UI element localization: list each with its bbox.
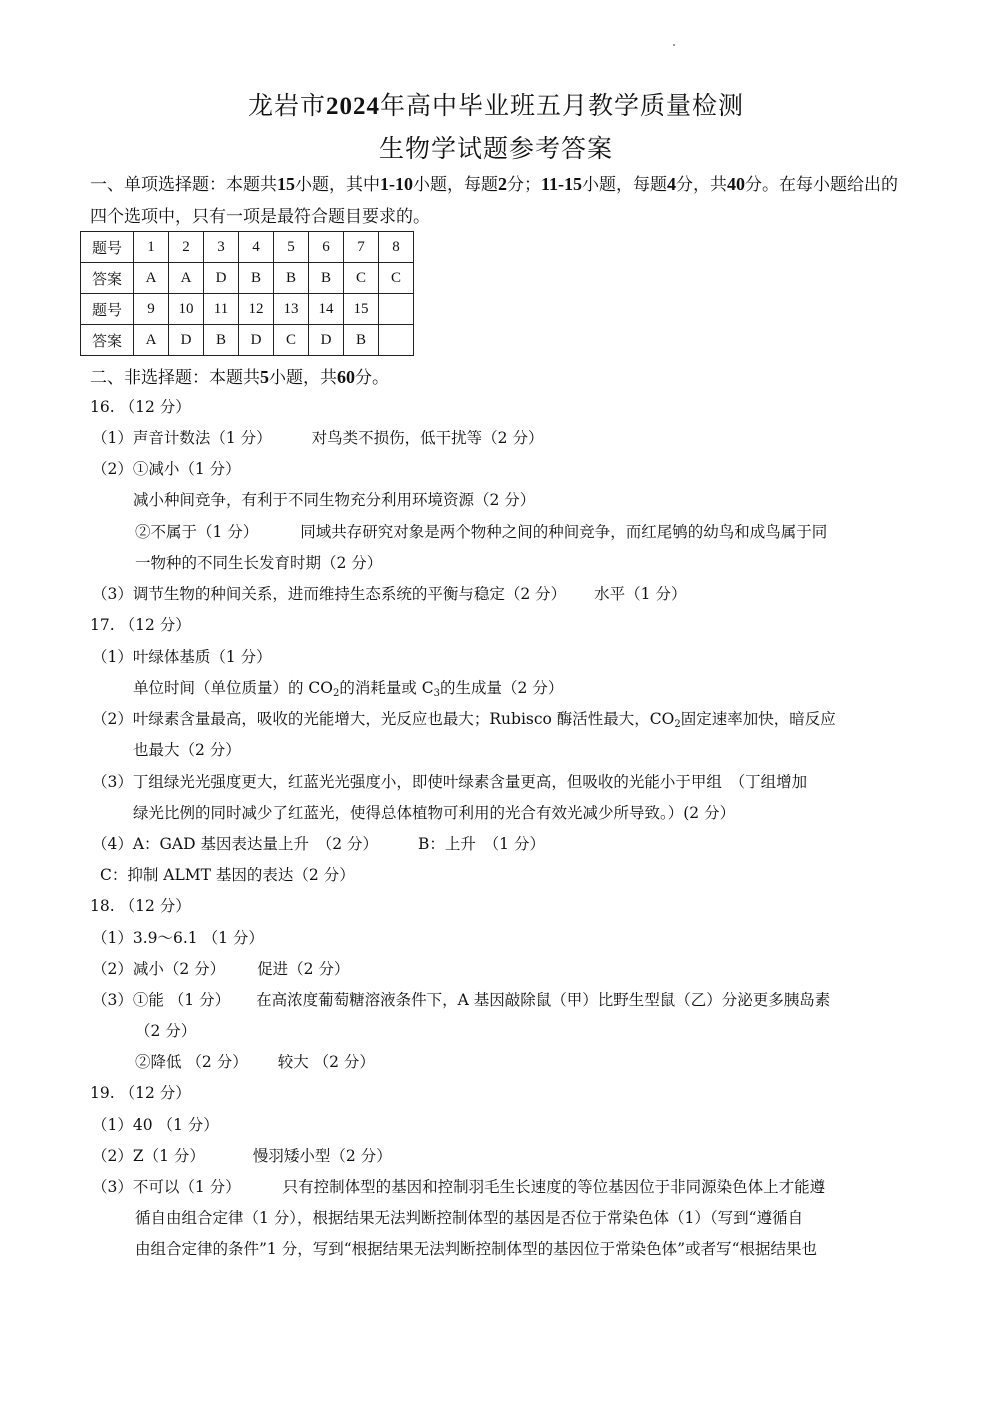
- q17-answer-4: （4）A：GAD 基因表达量上升 （2 分） B：上升 （1 分）: [92, 835, 545, 853]
- table-cell: B: [204, 325, 239, 356]
- q17-answer-3-cont: 绿光比例的同时减少了红蓝光，使得总体植物可利用的光合有效光减少所导致。）(2 分）: [133, 804, 736, 822]
- q19-answer-3-cont-2: 由组合定律的条件”1 分，写到“根据结果无法判断控制体型的基因位于常染色体”或者写“根据结果也: [135, 1240, 817, 1258]
- table-cell: A: [169, 263, 204, 294]
- table-cell: 6: [309, 232, 344, 263]
- table-cell: 9: [134, 294, 169, 325]
- q16-heading: 16. （12 分）: [90, 398, 191, 416]
- table-cell: A: [134, 325, 169, 356]
- scan-speck: [673, 44, 675, 46]
- table-cell: 12: [239, 294, 274, 325]
- table-cell: 14: [309, 294, 344, 325]
- document-title: 龙岩市2024年高中毕业班五月教学质量检测: [247, 91, 745, 120]
- q16-answer-2-part2: ②不属于（1 分） 同域共存研究对象是两个物种之间的种间竞争，而红尾鸲的幼鸟和成鸟属于同: [135, 523, 828, 541]
- q16-answer-1: （1）声音计数法（1 分） 对鸟类不损伤，低干扰等（2 分）: [92, 429, 544, 447]
- q18-heading: 18. （12 分）: [90, 897, 191, 915]
- table-cell: D: [204, 263, 239, 294]
- q17-answer-2: （2）叶绿素含量最高，吸收的光能增大，光反应也最大；Rubisco 酶活性最大，$CO_2$固定速率加快，暗反应: [92, 710, 836, 730]
- q18-answer-1: （1）3.9～6.1 （1 分）: [92, 929, 264, 947]
- q19-answer-1: （1）40 （1 分）: [92, 1116, 219, 1134]
- table-header-cell: 答案: [81, 263, 134, 294]
- table-cell: 2: [169, 232, 204, 263]
- table-header-cell: 题号: [81, 294, 134, 325]
- table-cell: C: [379, 263, 414, 294]
- table-cell: B: [239, 263, 274, 294]
- table-cell: C: [344, 263, 379, 294]
- q18-answer-3: （3）①能 （1 分） 在高浓度葡萄糖溶液条件下，A 基因敲除鼠（甲）比野生型鼠（乙）分泌更多胰岛素: [92, 991, 831, 1009]
- table-cell: 7: [344, 232, 379, 263]
- q17-answer-2-cont: 也最大（2 分）: [133, 741, 241, 759]
- document-subtitle: 生物学试题参考答案: [378, 134, 613, 163]
- q17-heading: 17. （12 分）: [90, 616, 191, 634]
- table-cell: 3: [204, 232, 239, 263]
- table-cell: 8: [379, 232, 414, 263]
- q16-answer-2: （2）①减小（1 分）: [92, 460, 241, 478]
- table-cell: 15: [344, 294, 379, 325]
- q17-answer-4-c: C：抑制 ALMT 基因的表达（2 分）: [100, 866, 355, 884]
- q16-answer-2-detail: 减小种间竞争，有利于不同生物充分利用环境资源（2 分）: [133, 491, 536, 509]
- table-cell: D: [239, 325, 274, 356]
- table-header-cell: 题号: [81, 232, 134, 263]
- table-cell: 4: [239, 232, 274, 263]
- q19-heading: 19. （12 分）: [90, 1084, 191, 1102]
- table-cell: B: [274, 263, 309, 294]
- q16-answer-3: （3）调节生物的种间关系，进而维持生态系统的平衡与稳定（2 分） 水平（1 分）: [92, 585, 687, 603]
- table-cell: 13: [274, 294, 309, 325]
- table-cell: [379, 294, 414, 325]
- table-row: [81, 325, 414, 356]
- q18-answer-3-cont: （2 分）: [135, 1022, 197, 1040]
- answer-table: [80, 231, 414, 356]
- table-row: [81, 263, 414, 294]
- q17-answer-1: （1）叶绿体基质（1 分）: [92, 648, 272, 666]
- table-header-cell: 答案: [81, 325, 134, 356]
- q18-answer-3-part2: ②降低 （2 分） 较大 （2 分）: [135, 1053, 375, 1071]
- table-cell: B: [344, 325, 379, 356]
- table-cell: [379, 325, 414, 356]
- section-2-heading: 二、非选择题：本题共5小题，共60分。: [90, 367, 389, 388]
- table-row: [81, 232, 414, 263]
- q19-answer-3-cont-1: 循自由组合定律（1 分），根据结果无法判断控制体型的基因是否位于常染色体（1）（写到“遵循自: [135, 1209, 804, 1227]
- q17-answer-1-detail: 单位时间（单位质量）的 $CO_2$的消耗量或 $C_3$的生成量（2 分）: [133, 679, 564, 699]
- table-cell: A: [134, 263, 169, 294]
- section-1-instructions: 一、单项选择题：本题共15小题，其中1-10小题，每题2分；11-15小题，每题4分，共40分。在每小题给出的四个选项中，只有一项是最符合题目要求的。: [90, 174, 899, 227]
- q18-answer-2: （2）减小（2 分） 促进（2 分）: [92, 960, 350, 978]
- q19-answer-2: （2）Z（1 分） 慢羽矮小型（2 分）: [92, 1147, 392, 1165]
- table-cell: 1: [134, 232, 169, 263]
- table-cell: B: [309, 263, 344, 294]
- q16-answer-2-part2-cont: 一物种的不同生长发育时期（2 分）: [135, 554, 383, 572]
- q17-answer-3: （3）丁组绿光光强度更大，红蓝光光强度小，即使叶绿素含量更高，但吸收的光能小于甲组 （丁组增加: [92, 773, 808, 791]
- q19-answer-3: （3）不可以（1 分） 只有控制体型的基因和控制羽毛生长速度的等位基因位于非同源染色体上才能遵: [92, 1178, 826, 1196]
- table-cell: C: [274, 325, 309, 356]
- table-row: [81, 294, 414, 325]
- table-cell: D: [309, 325, 344, 356]
- table-cell: 11: [204, 294, 239, 325]
- table-cell: D: [169, 325, 204, 356]
- table-cell: 5: [274, 232, 309, 263]
- table-cell: 10: [169, 294, 204, 325]
